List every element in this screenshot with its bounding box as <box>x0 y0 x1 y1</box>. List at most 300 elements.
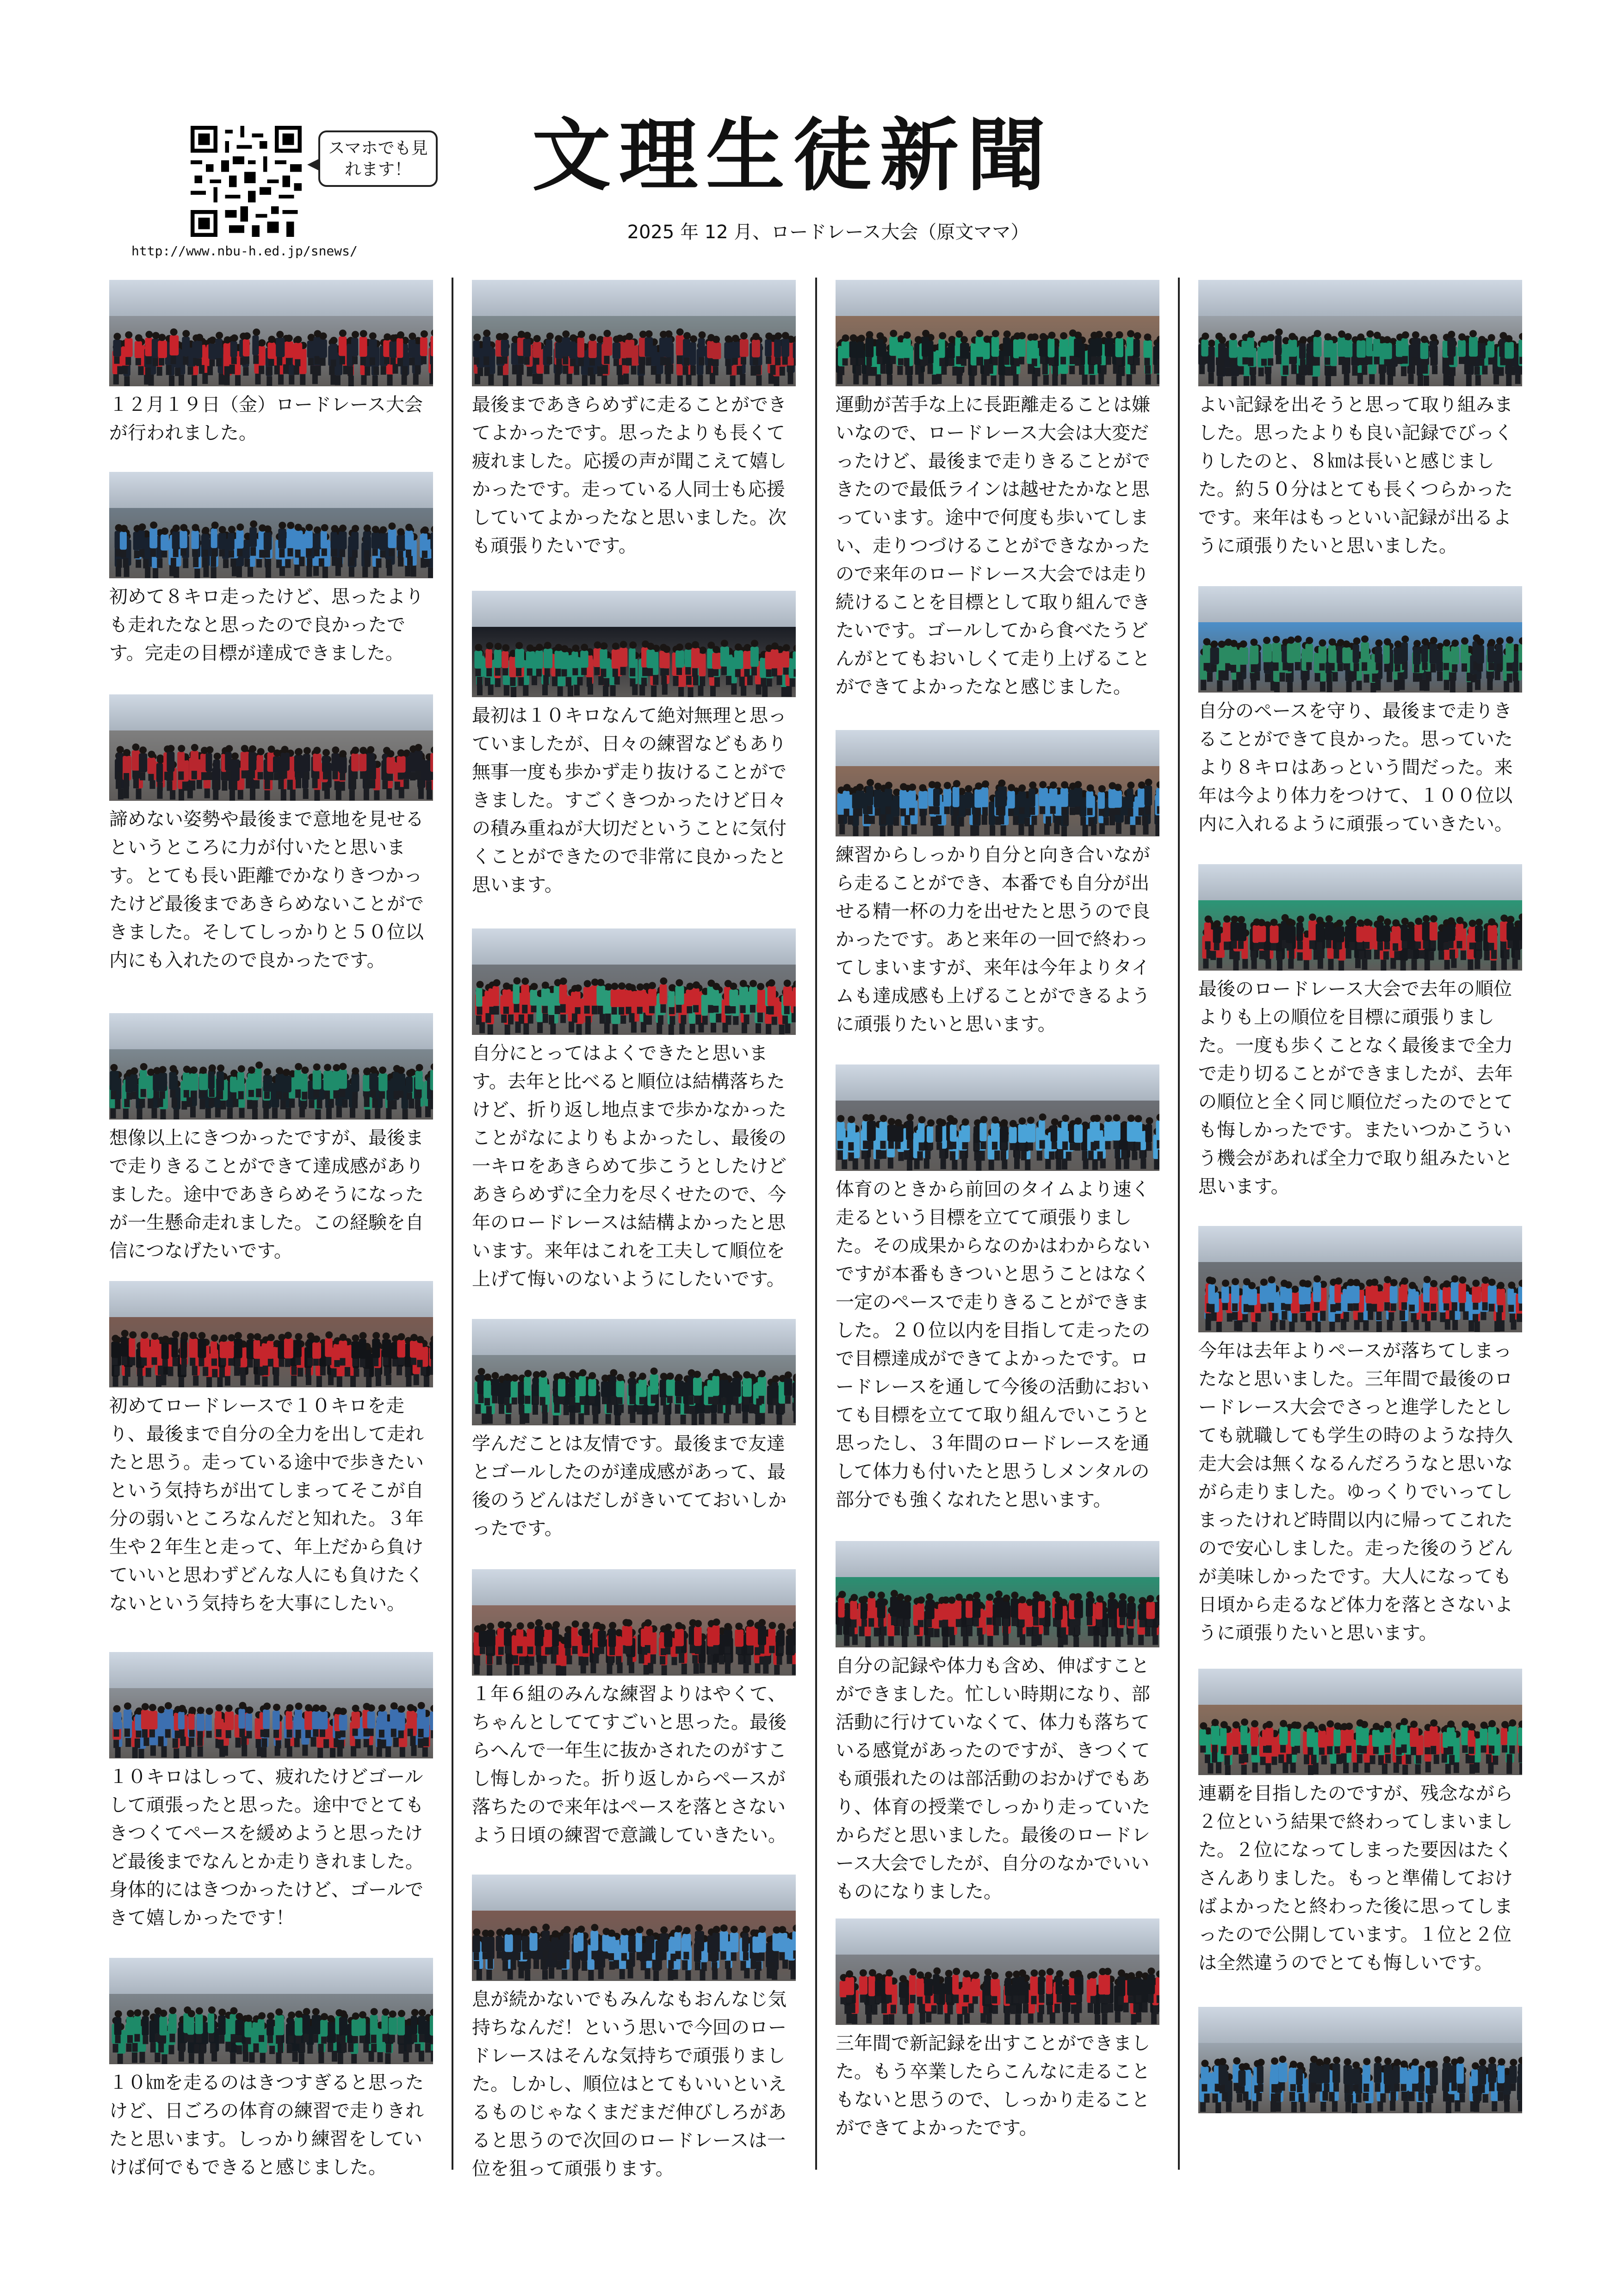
person-legs <box>152 1357 157 1365</box>
person-legs <box>570 1397 575 1405</box>
person-head <box>325 1331 333 1339</box>
person-head <box>218 2009 226 2016</box>
person-legs <box>362 567 368 577</box>
person-legs <box>686 375 692 385</box>
person-legs <box>1075 1994 1081 2002</box>
person-legs <box>756 1023 761 1033</box>
person-head <box>140 1063 148 1071</box>
person-legs <box>646 1953 652 1961</box>
person-legs <box>694 1663 699 1674</box>
person-figure <box>1059 339 1068 357</box>
person-figure <box>1156 1120 1159 1140</box>
person-head <box>721 640 728 647</box>
person-figure <box>156 763 163 782</box>
person-legs <box>377 1747 382 1757</box>
person-head <box>612 643 619 650</box>
person-legs <box>1092 1159 1098 1170</box>
person-legs <box>478 1394 484 1403</box>
person-legs <box>217 1377 223 1387</box>
person-figure <box>1095 338 1102 357</box>
person-legs <box>975 808 981 816</box>
person-legs <box>656 374 661 384</box>
person-legs <box>285 559 291 568</box>
person-figure <box>758 1377 767 1396</box>
person-legs <box>1130 825 1136 835</box>
person-legs <box>998 806 1004 815</box>
person-figure <box>1074 338 1082 357</box>
person-figure <box>129 1338 135 1357</box>
person-figure <box>563 1933 570 1951</box>
person-head <box>779 1926 786 1933</box>
person-legs <box>183 558 188 568</box>
person-legs <box>550 1023 556 1034</box>
person-legs <box>1073 1637 1079 1646</box>
person-legs <box>123 1376 128 1386</box>
person-head <box>618 982 626 990</box>
person-legs <box>713 359 719 366</box>
person-legs <box>1049 1151 1054 1160</box>
person-legs <box>398 2035 404 2043</box>
person-legs <box>172 1098 177 1108</box>
person-legs <box>917 1636 923 1646</box>
person-head <box>972 1972 979 1979</box>
person-figure <box>629 1378 636 1397</box>
sky-background <box>109 280 433 316</box>
person-legs <box>661 1952 666 1960</box>
person-legs <box>352 1099 358 1108</box>
person-legs <box>408 1728 413 1736</box>
person-legs <box>380 550 385 557</box>
person-figure <box>502 989 511 1006</box>
person-legs <box>907 1140 912 1149</box>
person-head <box>117 746 124 753</box>
person-head <box>327 2015 335 2023</box>
person-figure <box>569 1377 575 1397</box>
person-legs <box>149 374 154 385</box>
person-legs <box>559 1397 564 1405</box>
person-head <box>1010 1120 1017 1127</box>
person-head <box>1090 1971 1097 1979</box>
person-legs <box>676 1005 681 1013</box>
person-head <box>759 1925 766 1933</box>
person-legs <box>1029 807 1035 815</box>
person-head <box>145 331 153 338</box>
person-legs <box>140 2052 145 2063</box>
person-head <box>888 1118 895 1125</box>
person-legs <box>167 781 173 791</box>
person-legs <box>961 1627 966 1636</box>
person-legs <box>917 1997 923 2005</box>
person-legs <box>306 548 311 556</box>
person-legs <box>323 1739 329 1748</box>
person-legs <box>555 374 560 385</box>
person-legs <box>1060 357 1066 364</box>
person-legs <box>1146 1143 1152 1151</box>
person-legs <box>787 365 793 375</box>
person-legs <box>928 1628 934 1637</box>
person-legs <box>648 1406 654 1414</box>
person-legs <box>693 1005 699 1012</box>
person-head <box>850 334 857 341</box>
person-legs <box>753 357 758 365</box>
person-legs <box>503 1006 509 1014</box>
person-head <box>503 983 510 990</box>
person-head <box>206 746 214 754</box>
person-legs <box>921 816 926 825</box>
person-head <box>295 2011 303 2018</box>
person-figure <box>294 343 302 359</box>
person-legs <box>432 356 434 365</box>
person-legs <box>700 676 705 686</box>
person-head <box>842 334 849 342</box>
person-legs <box>231 357 237 364</box>
person-figure <box>1046 1975 1053 1994</box>
person-figure <box>876 339 883 357</box>
person-legs <box>122 1356 127 1365</box>
person-head <box>660 1926 668 1934</box>
person-legs <box>863 826 869 836</box>
person-figure <box>351 532 359 550</box>
person-legs <box>700 1664 705 1674</box>
person-head <box>115 2010 122 2018</box>
person-legs <box>418 1738 423 1747</box>
person-legs <box>515 1952 520 1960</box>
person-figure <box>683 339 690 358</box>
person-legs <box>1031 1636 1037 1646</box>
article-text: 自分にとってはよくできたと思います。去年と比べると順位は結構落ちたけど、折り返し地点まで歩かなかったことがなによりもよかったし、最後の一キロをあきらめて歩こうとしたけどあきらめずに全力を尽くせたので、今年のロードレースは結構よかったと思います。来年はこれを工夫して順位を上げて悔いのないようにしたいです。 <box>472 1043 787 1290</box>
person-legs <box>731 683 737 694</box>
person-head <box>331 525 339 532</box>
person-head <box>1075 1593 1082 1601</box>
person-legs <box>154 1091 159 1098</box>
person-legs <box>629 1952 635 1960</box>
person-legs <box>410 1736 416 1746</box>
person-head <box>597 979 604 986</box>
person-figure <box>1055 1603 1063 1620</box>
person-legs <box>725 1006 731 1014</box>
sky-background <box>472 1875 796 1911</box>
person-figure <box>331 753 340 771</box>
person-figure <box>199 1073 208 1090</box>
person-head <box>112 1335 119 1342</box>
person-legs <box>979 1151 985 1161</box>
person-legs <box>651 685 657 696</box>
person-legs <box>630 678 636 687</box>
crowd-photo <box>1198 280 1522 386</box>
person-figure <box>571 651 578 668</box>
person-figure <box>1104 1121 1114 1141</box>
person-figure <box>629 648 636 668</box>
person-legs <box>890 356 896 364</box>
person-legs <box>942 1620 948 1627</box>
person-legs <box>864 1158 870 1170</box>
person-legs <box>577 677 583 685</box>
person-legs <box>192 375 197 386</box>
person-head <box>676 328 684 336</box>
person-figure <box>180 531 187 548</box>
person-figure <box>474 650 482 668</box>
qr-code-icon[interactable] <box>191 126 302 237</box>
person-legs <box>125 1367 130 1377</box>
person-figure <box>141 1710 149 1729</box>
site-url[interactable]: http://www.nbu-h.ed.jp/snews/ <box>131 243 358 259</box>
person-legs <box>754 1405 760 1413</box>
person-figure <box>511 1381 518 1397</box>
person-head <box>150 521 157 529</box>
person-legs <box>398 1090 403 1098</box>
person-head <box>397 1333 405 1340</box>
person-figure <box>645 337 653 357</box>
person-legs <box>604 1022 610 1034</box>
person-figure <box>258 2019 265 2035</box>
person-figure <box>493 986 499 1006</box>
person-head <box>945 1970 953 1977</box>
person-legs <box>253 2043 259 2053</box>
person-figure <box>367 1711 375 1728</box>
person-legs <box>427 790 432 799</box>
person-legs <box>1061 826 1067 836</box>
person-legs <box>642 668 648 676</box>
person-legs <box>431 1360 434 1367</box>
person-legs <box>681 1664 687 1674</box>
person-legs <box>708 1953 714 1961</box>
person-figure <box>712 990 719 1006</box>
person-legs <box>502 668 508 675</box>
person-head <box>1127 1596 1135 1603</box>
person-legs <box>242 1745 247 1756</box>
person-figure <box>485 649 492 668</box>
person-figure <box>675 650 684 668</box>
person-head <box>196 334 203 341</box>
person-head <box>973 1592 980 1599</box>
person-figure <box>225 752 232 771</box>
person-head <box>397 528 404 536</box>
person-head <box>1019 1117 1026 1125</box>
person-figure <box>742 1932 749 1952</box>
person-legs <box>506 1952 511 1959</box>
article <box>472 928 796 1293</box>
person-legs <box>888 1157 893 1169</box>
person-legs <box>372 549 378 556</box>
person-legs <box>1075 806 1080 814</box>
person-legs <box>297 1368 303 1376</box>
person-legs <box>713 669 719 676</box>
person-figure <box>363 531 371 550</box>
article-text: １２月１９日（金）ロードレース大会が行われました。 <box>109 394 423 444</box>
person-legs <box>1090 375 1095 384</box>
person-figure <box>284 1338 293 1358</box>
person-head <box>527 644 534 652</box>
person-figure <box>408 339 415 357</box>
person-legs <box>1116 823 1121 834</box>
person-head <box>303 2008 310 2015</box>
person-head <box>713 1618 720 1626</box>
person-legs <box>1115 1635 1121 1646</box>
person-legs <box>660 1004 666 1013</box>
person-legs <box>376 1375 381 1386</box>
person-legs <box>1026 1627 1032 1636</box>
person-legs <box>350 1376 356 1387</box>
person-legs <box>234 1367 240 1376</box>
person-figure <box>1127 337 1134 356</box>
person-legs <box>353 2036 358 2043</box>
person-legs <box>390 358 396 365</box>
person-legs <box>502 1961 508 1971</box>
person-legs <box>133 770 138 779</box>
person-legs <box>1075 358 1080 366</box>
person-figure <box>859 1976 867 1994</box>
person-legs <box>364 789 369 800</box>
person-legs <box>726 1015 731 1025</box>
article-text: 学んだことは友情です。最後まで友達とゴールしたのが達成感があって、最後のうどんはだしがきいてておいしかったです。 <box>472 1433 787 1539</box>
person-legs <box>259 2035 264 2042</box>
person-head <box>561 645 569 652</box>
person-legs <box>713 1952 719 1961</box>
person-head <box>712 1369 720 1376</box>
person-legs <box>340 781 345 791</box>
person-legs <box>136 788 142 799</box>
person-legs <box>530 1951 536 1959</box>
person-legs <box>384 1367 390 1376</box>
person-figure <box>258 346 265 365</box>
person-legs <box>180 1737 186 1746</box>
person-figure <box>231 759 240 781</box>
person-figure <box>264 532 272 550</box>
person-legs <box>496 357 502 364</box>
crowd-figures <box>109 510 433 578</box>
person-head <box>1019 1596 1026 1603</box>
person-head <box>856 784 864 791</box>
person-figure <box>981 787 988 807</box>
person-figure <box>533 342 541 358</box>
crowd-photo <box>836 1541 1159 1647</box>
person-head <box>975 782 982 790</box>
person-legs <box>1032 359 1037 366</box>
person-head <box>283 1069 290 1076</box>
person-legs <box>142 1729 148 1738</box>
person-legs <box>692 668 698 677</box>
person-legs <box>791 1969 796 1979</box>
person-legs <box>221 1101 226 1109</box>
person-legs <box>276 2052 282 2063</box>
person-legs <box>139 1099 145 1108</box>
person-legs <box>973 1618 979 1627</box>
person-head <box>196 2007 203 2015</box>
person-legs <box>383 1357 389 1365</box>
person-figure <box>756 990 766 1012</box>
person-legs <box>759 1413 765 1424</box>
issue-subtitle: 2025 年 12 月、ロードレース大会（原文ママ） <box>627 222 1029 243</box>
person-figure <box>217 1071 224 1090</box>
person-figure <box>359 2018 366 2036</box>
article <box>472 1875 796 2183</box>
person-legs <box>1148 1994 1154 2003</box>
person-legs <box>524 1413 529 1423</box>
person-legs <box>1145 1627 1151 1636</box>
person-legs <box>263 1109 269 1119</box>
person-figure <box>123 756 131 773</box>
person-legs <box>332 549 337 556</box>
person-legs <box>588 1970 594 1980</box>
person-legs <box>692 1414 697 1425</box>
person-legs <box>424 558 430 567</box>
person-legs <box>993 1626 999 1635</box>
person-head <box>560 978 567 985</box>
person-head <box>667 1373 674 1380</box>
person-legs <box>672 1657 677 1665</box>
person-figure <box>588 340 597 358</box>
person-legs <box>326 1108 332 1119</box>
person-legs <box>1115 2011 1121 2023</box>
person-legs <box>898 358 904 365</box>
article-text: 最初は１０キロなんて絶対無理と思っていましたが、日々の練習などもあり無事一度も歩かず走り抜けることができました。すごくきつかったけど日々の積み重ねが大切だということに気付くことができたので非常に良かったと思います。 <box>472 705 787 896</box>
person-head <box>861 1596 868 1603</box>
person-figure <box>1208 347 1215 373</box>
person-figure <box>562 337 570 356</box>
person-legs <box>308 1358 313 1366</box>
person-legs <box>421 356 427 365</box>
person-legs <box>254 780 260 789</box>
person-head <box>885 782 892 789</box>
person-legs <box>123 1108 129 1119</box>
person-head <box>167 745 174 752</box>
person-legs <box>1028 2013 1034 2024</box>
person-legs <box>678 687 684 697</box>
person-legs <box>280 1100 286 1109</box>
person-figure <box>158 340 167 358</box>
crowd-photo <box>472 1319 796 1425</box>
person-legs <box>329 366 335 375</box>
person-legs <box>486 1969 492 1980</box>
person-legs <box>929 806 935 814</box>
person-legs <box>1115 1149 1120 1158</box>
person-legs <box>299 2043 305 2053</box>
person-legs <box>124 376 130 386</box>
person-legs <box>527 367 533 377</box>
person-legs <box>486 1406 492 1415</box>
person-legs <box>150 1745 156 1756</box>
person-head <box>135 334 142 341</box>
person-figure <box>774 339 781 357</box>
person-legs <box>648 1663 653 1673</box>
person-legs <box>592 1406 598 1415</box>
person-legs <box>968 2003 974 2013</box>
person-head <box>743 1926 750 1933</box>
article-text: 三年間で新記録を出すことができました。もう卒業したらこんなに走ることもないと思うので、しっかり走ることができてよかったです。 <box>836 2033 1150 2139</box>
person-legs <box>681 1015 686 1024</box>
crowd-photo <box>109 694 433 801</box>
person-head <box>359 1332 367 1339</box>
person-legs <box>295 1089 301 1098</box>
person-head <box>397 331 404 339</box>
person-figure <box>793 342 796 359</box>
person-figure <box>1156 342 1159 359</box>
person-legs <box>197 1738 203 1746</box>
person-figure <box>397 1073 405 1090</box>
person-legs <box>397 358 403 366</box>
person-figure <box>370 2015 378 2035</box>
person-legs <box>1087 808 1093 815</box>
person-legs <box>214 780 220 789</box>
person-legs <box>398 557 403 567</box>
person-legs <box>977 1628 983 1636</box>
person-head <box>340 1708 347 1715</box>
person-head <box>142 2009 150 2017</box>
person-head <box>542 1924 550 1931</box>
person-head <box>295 1702 303 1710</box>
person-legs <box>876 1996 881 2003</box>
person-legs <box>1139 1150 1145 1158</box>
